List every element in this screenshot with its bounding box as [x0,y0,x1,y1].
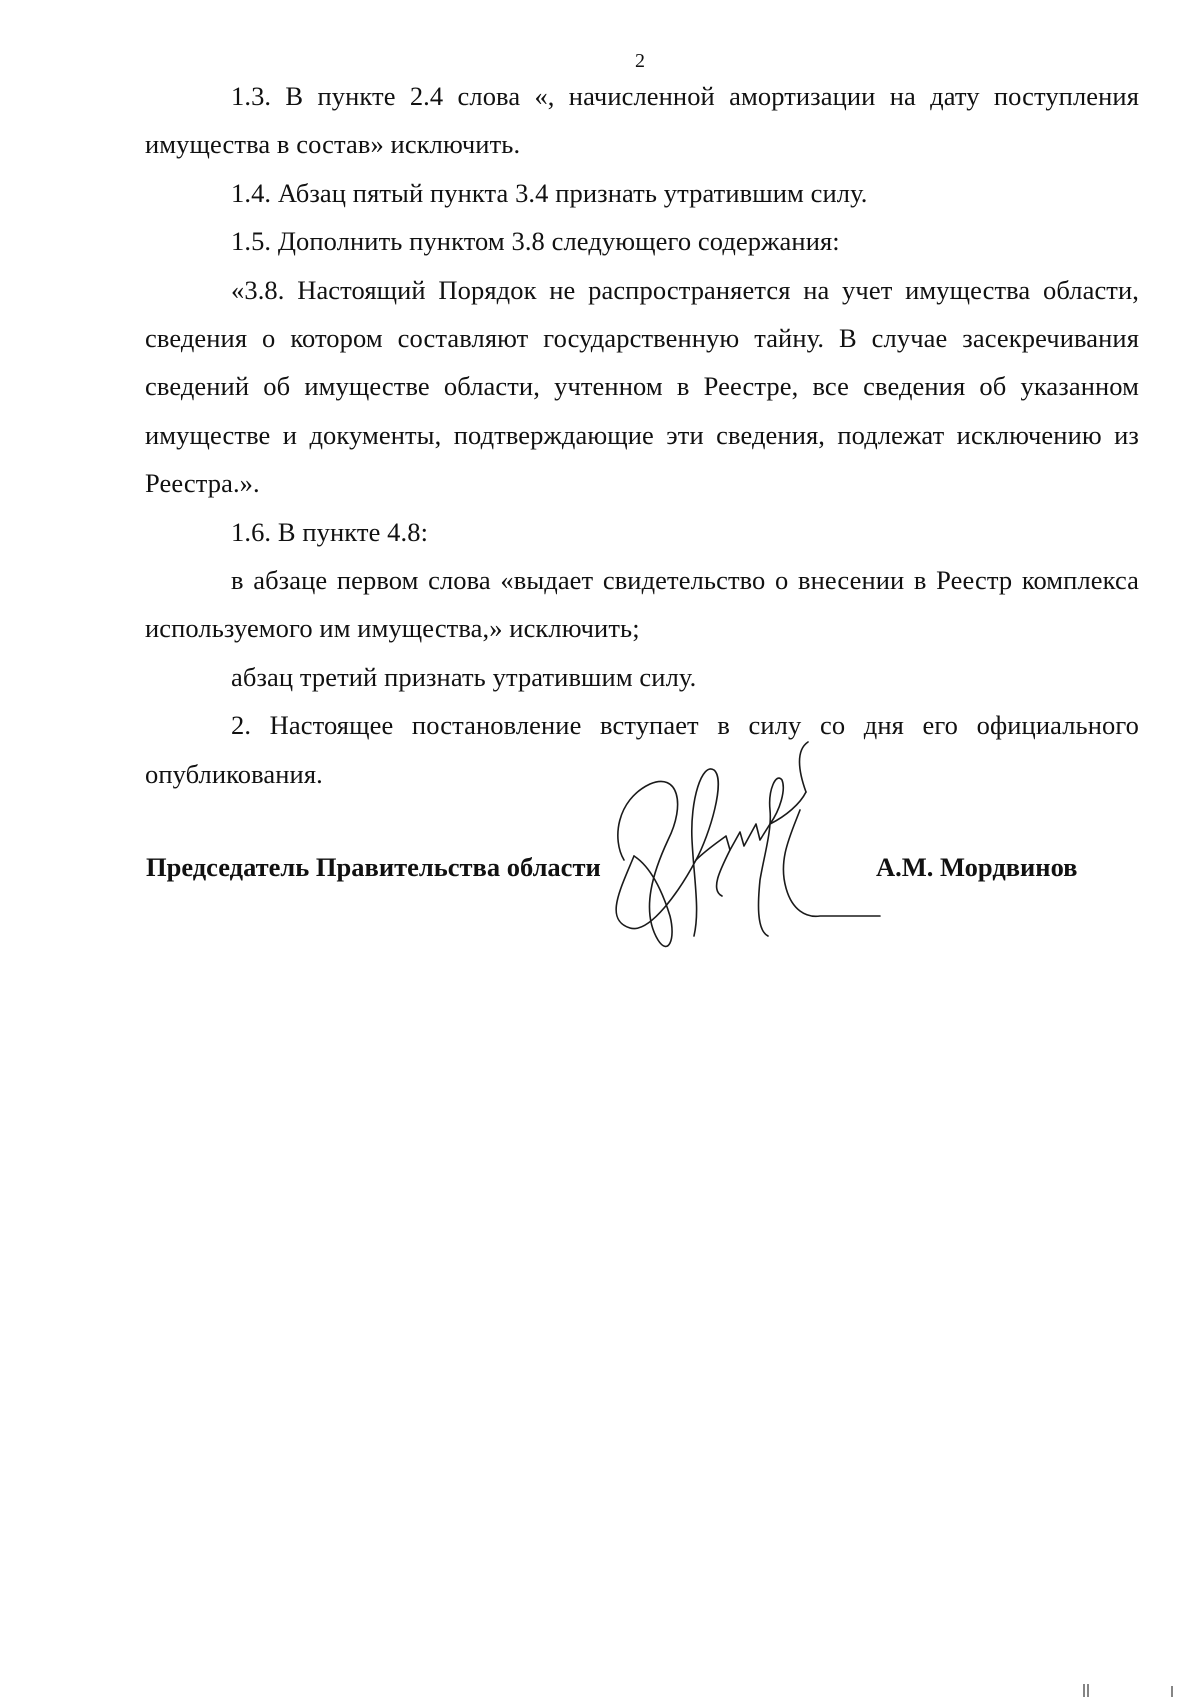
paragraph-3-8-quote: «3.8. Настоящий Порядок не распространяется на учет имущества области, сведения о котором составляют государственную тайну. В случае засекречивания сведений об имуществе области, учтенном в Реестре, все сведения об указанном имуществе и документы, подтверждающие эти сведения, подлежат исключению из Реестра.». [145,274,1139,499]
handwritten-signature-icon [610,740,890,980]
paragraph-1-5: 1.5. Дополнить пунктом 3.8 следующего содержания: [231,226,840,257]
signer-name: А.М. Мордвинов [876,852,1078,882]
paragraph-1-4: 1.4. Абзац пятый пункта 3.4 признать утратившим силу. [231,177,868,208]
paragraph-1-6-first-abzac: в абзаце первом слова «выдает свидетельство о внесении в Реестр комплекса используемого им имущества,» исключить; [145,565,1139,644]
paragraph-1-6: 1.6. В пункте 4.8: [231,516,429,547]
paragraph-2-entry-into-force: 2. Настоящее постановление вступает в силу со дня его официального опубликования. [145,710,1139,789]
paragraph-1-6-third-abzac: абзац третий признать утратившим силу. [231,661,697,692]
document-body [145,72,1139,798]
page-number: 2 [635,50,645,72]
signer-title: Председатель Правительства области [146,852,601,882]
paragraph-1-3: 1.3. В пункте 2.4 слова «, начисленной амортизации на дату поступления имущества в состав» исключить. [145,81,1139,160]
scan-edge-marks [1078,1680,1178,1697]
